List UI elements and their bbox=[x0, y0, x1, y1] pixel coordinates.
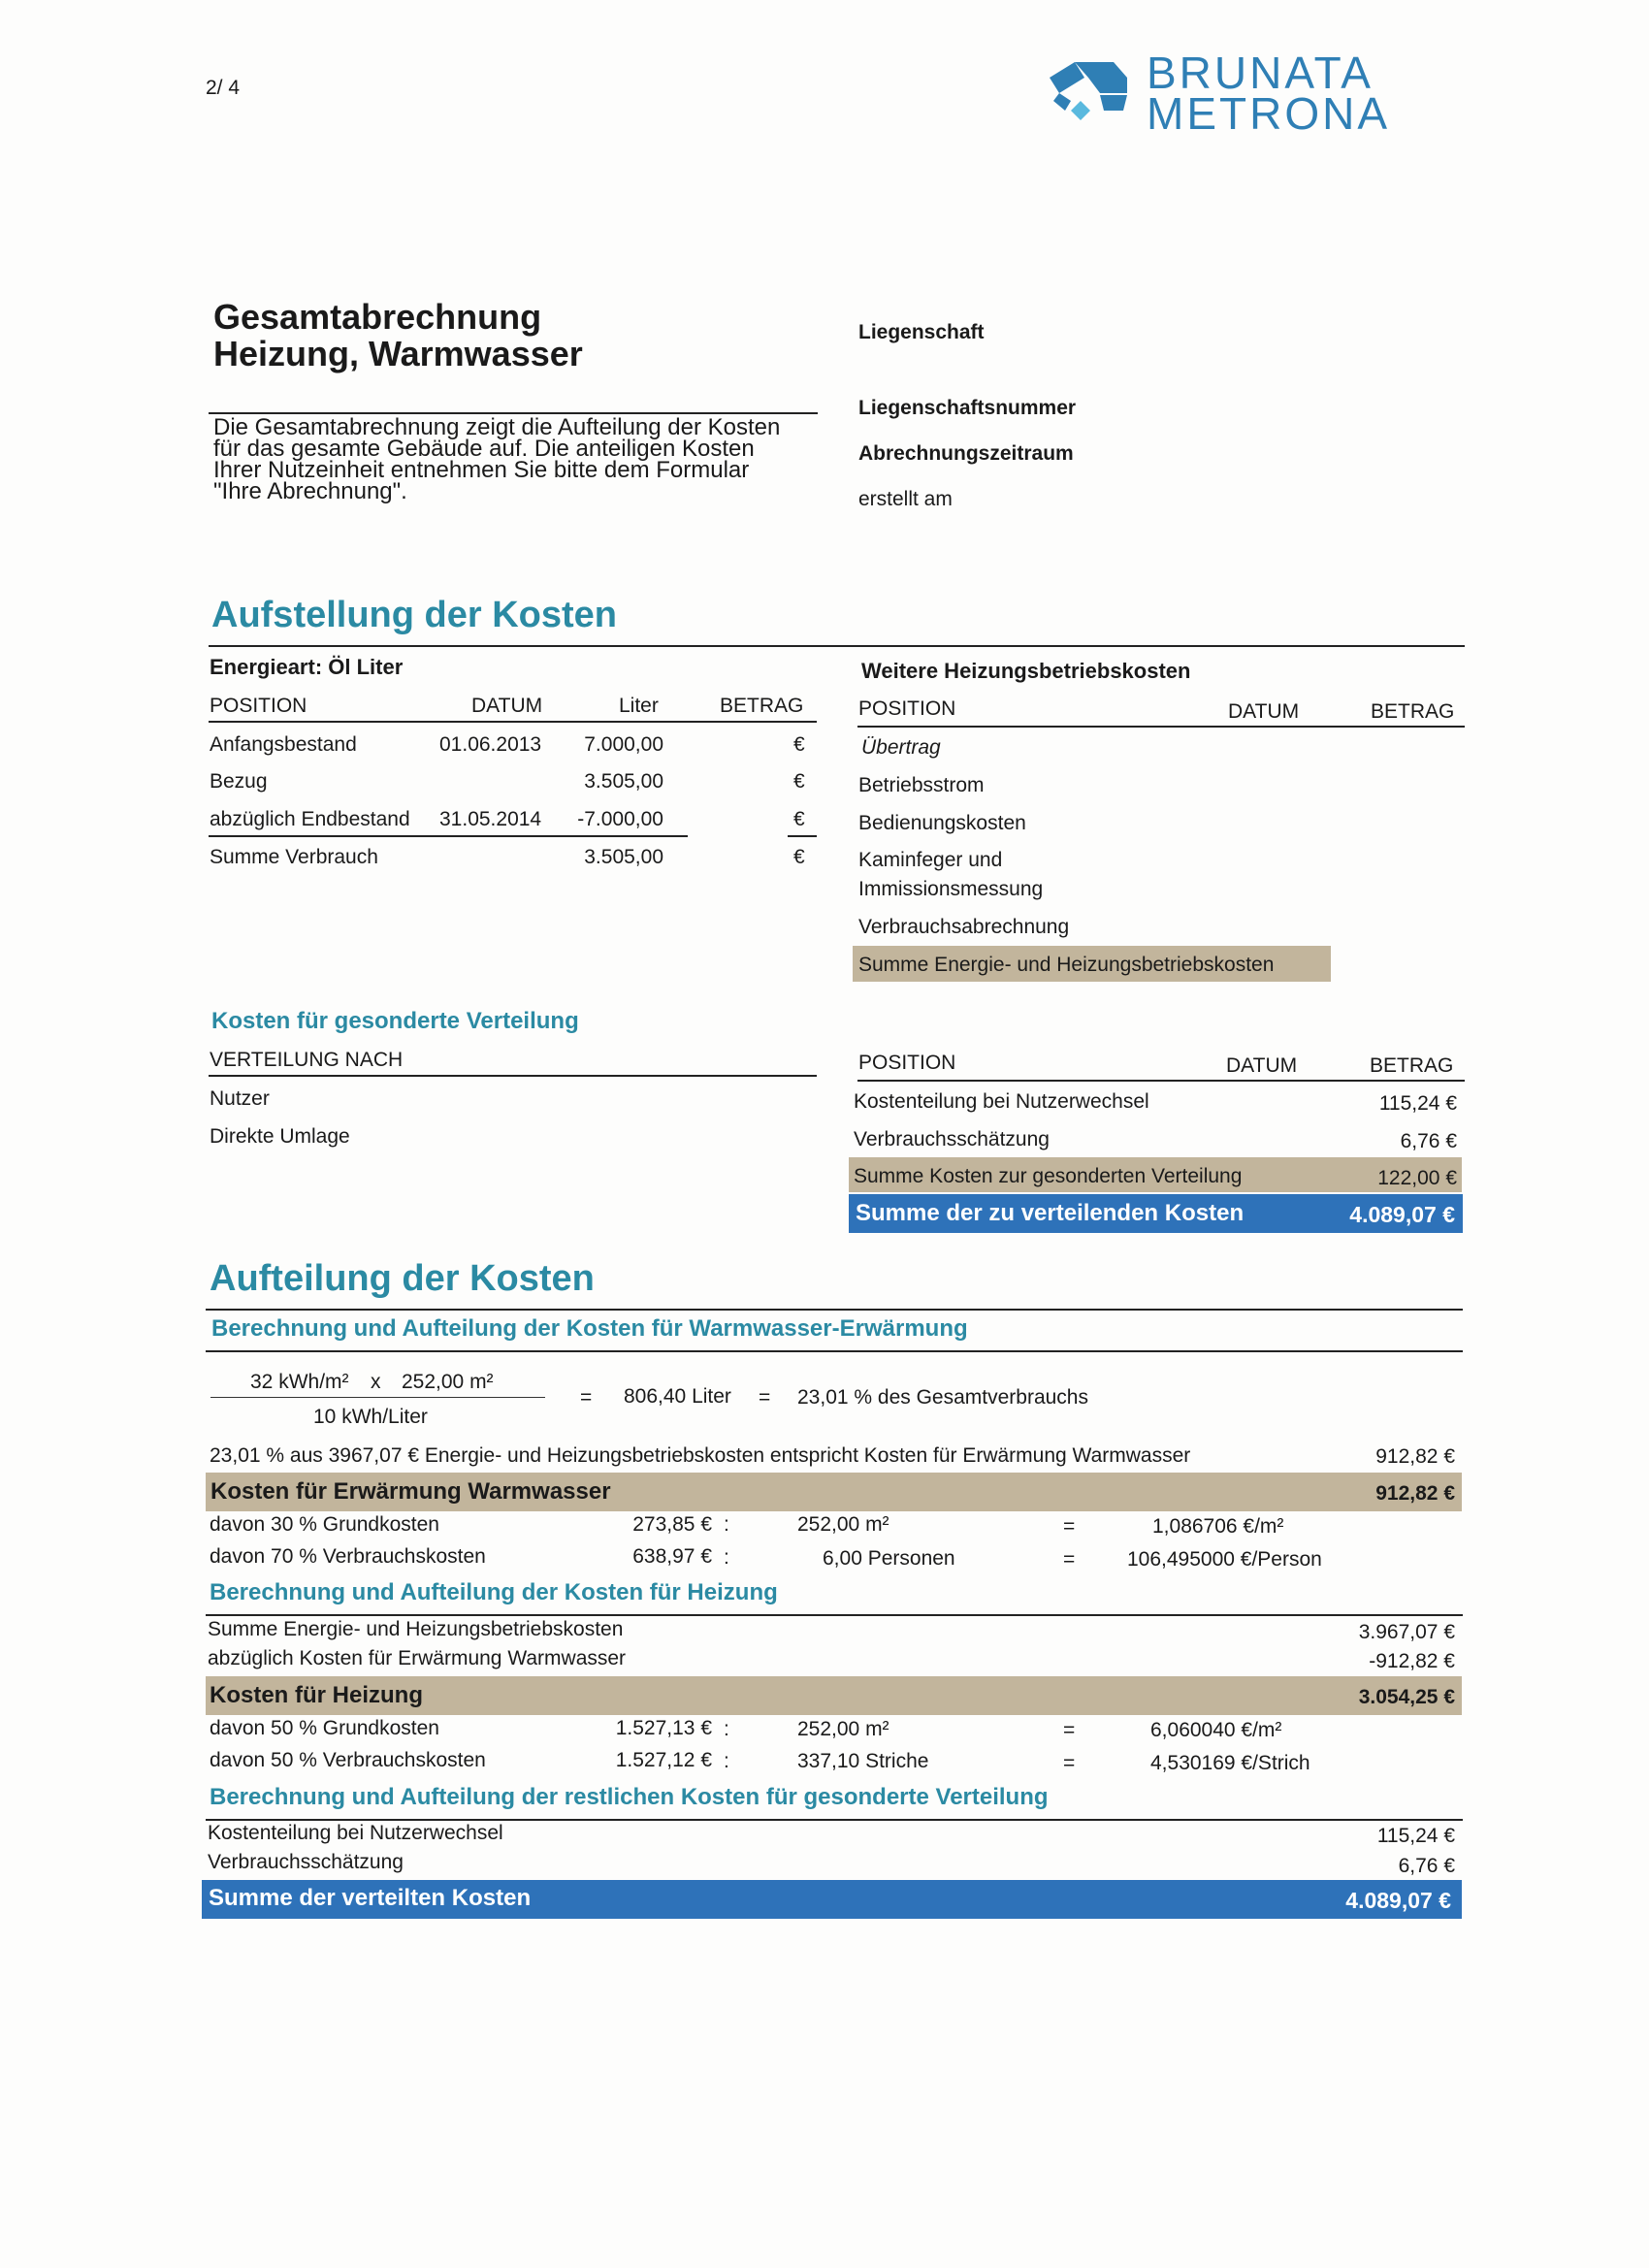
gesondert-row-position: Kostenteilung bei Nutzerwechsel bbox=[854, 1090, 1149, 1113]
energie-title: Energieart: Öl Liter bbox=[210, 655, 404, 679]
summe-gesondert-value: 122,00 € bbox=[1377, 1167, 1457, 1189]
gesondert-title: Kosten für gesonderte Verteilung bbox=[211, 1008, 579, 1034]
aufteilung-divider bbox=[206, 1309, 1463, 1311]
heiz-row-basis: 252,00 m² bbox=[797, 1718, 889, 1740]
energie-row-liter: 3.505,00 bbox=[584, 846, 663, 868]
gesondert-right-rule bbox=[857, 1080, 1465, 1082]
ww-row-result: 1,086706 €/m² bbox=[1152, 1515, 1284, 1538]
heizung-line2: abzüglich Kosten für Erwärmung Warmwasser bbox=[208, 1647, 627, 1669]
heiz-row-eq: = bbox=[1063, 1752, 1076, 1774]
total-verteilen-label: Summe der zu verteilenden Kosten bbox=[856, 1200, 1245, 1226]
restlich-row-value: 115,24 € bbox=[1376, 1825, 1455, 1847]
weitere-header-rule bbox=[857, 726, 1465, 728]
energie-row-liter: 3.505,00 bbox=[584, 770, 663, 793]
intro-text: Die Gesamtabrechnung zeigt die Aufteilung der Kosten für das gesamte Gebäude auf. Die anteiligen Kosten Ihrer Nutzeinheit entnehmen Sie bitte dem Formular "Ihre Abrechnung". bbox=[213, 414, 781, 504]
ww-row-label: davon 70 % Verbrauchskosten bbox=[210, 1545, 486, 1568]
total-verteilen-value: 4.089,07 € bbox=[1349, 1202, 1455, 1227]
gesondert-col-betrag: BETRAG bbox=[1370, 1054, 1454, 1077]
heiz-row-result: 4,530169 €/Strich bbox=[1150, 1752, 1310, 1774]
heiz-row-amount: 1.527,12 € bbox=[615, 1749, 712, 1771]
heizung-line1-value: 3.967,07 € bbox=[1358, 1621, 1455, 1643]
heizung-line1: Summe Energie- und Heizungsbetriebskosten bbox=[208, 1618, 624, 1640]
gesondert-row-betrag: 115,24 € bbox=[1378, 1092, 1457, 1115]
energie-header-rule bbox=[209, 721, 817, 723]
heizung-rule bbox=[206, 1614, 1463, 1616]
restlich-row-label: Verbrauchsschätzung bbox=[208, 1851, 404, 1873]
heiz-row-colon: : bbox=[724, 1718, 729, 1740]
fraction-bar bbox=[210, 1397, 545, 1398]
ww-row-label: davon 30 % Grundkosten bbox=[210, 1513, 439, 1536]
weitere-title: Weitere Heizungsbetriebskosten bbox=[861, 659, 1191, 683]
formula-num-b: 252,00 m² bbox=[402, 1371, 494, 1393]
summe-rule bbox=[209, 835, 688, 837]
energie-row-position: Bezug bbox=[210, 770, 268, 793]
heiz-row-basis: 337,10 Striche bbox=[797, 1750, 929, 1772]
weitere-col-position: POSITION bbox=[858, 697, 956, 720]
weitere-row: Betriebsstrom bbox=[858, 774, 985, 796]
document-title: Gesamtabrechnung bbox=[213, 297, 542, 337]
warmwasser-rule bbox=[206, 1350, 1463, 1352]
heiz-row-label: davon 50 % Grundkosten bbox=[210, 1717, 439, 1739]
ww-row-eq: = bbox=[1063, 1548, 1076, 1571]
weitere-row: Verbrauchsabrechnung bbox=[858, 916, 1070, 938]
weitere-col-betrag: BETRAG bbox=[1371, 700, 1455, 723]
col-betrag: BETRAG bbox=[720, 695, 804, 717]
energie-row-datum: 01.06.2013 bbox=[439, 733, 542, 756]
field-liegenschaft: Liegenschaft bbox=[858, 321, 985, 343]
kosten-warmwasser-label: Kosten für Erwärmung Warmwasser bbox=[210, 1478, 611, 1505]
kosten-warmwasser-value: 912,82 € bbox=[1375, 1482, 1455, 1505]
ww-row-amount: 273,85 € bbox=[632, 1513, 712, 1536]
field-liegenschaftsnummer: Liegenschaftsnummer bbox=[858, 397, 1077, 419]
section-divider bbox=[209, 645, 1465, 647]
energie-row-datum: 31.05.2014 bbox=[439, 808, 542, 830]
restlich-row-label: Kostenteilung bei Nutzerwechsel bbox=[208, 1822, 503, 1844]
energie-row-betrag: € bbox=[793, 733, 805, 756]
gesondert-left-column: VERTEILUNG NACH bbox=[210, 1049, 404, 1071]
weitere-row: Immissionsmessung bbox=[858, 878, 1044, 900]
ww-row-amount: 638,97 € bbox=[632, 1545, 712, 1568]
formula-eq2: = bbox=[759, 1386, 771, 1409]
heiz-row-label: davon 50 % Verbrauchskosten bbox=[210, 1749, 486, 1771]
kosten-heizung-label: Kosten für Heizung bbox=[210, 1682, 423, 1708]
energie-row-liter: 7.000,00 bbox=[584, 733, 663, 756]
summe-energie-label: Summe Energie- und Heizungsbetriebskosten bbox=[858, 954, 1275, 976]
weitere-row: Übertrag bbox=[861, 736, 941, 759]
warmwasser-text: 23,01 % aus 3967,07 € Energie- und Heizungsbetriebskosten entspricht Kosten für Erwärmung Warmwasser bbox=[210, 1444, 1191, 1467]
col-datum: DATUM bbox=[471, 695, 543, 717]
heiz-row-result: 6,060040 €/m² bbox=[1150, 1719, 1282, 1741]
total-verteilt-value: 4.089,07 € bbox=[1345, 1888, 1451, 1913]
summe-rule-betrag bbox=[788, 835, 817, 837]
kosten-heizung-value: 3.054,25 € bbox=[1358, 1686, 1455, 1708]
document-subtitle: Heizung, Warmwasser bbox=[213, 334, 583, 373]
ww-row-colon: : bbox=[724, 1546, 729, 1569]
energie-row-position: abzüglich Endbestand bbox=[210, 808, 410, 830]
energie-row-liter: -7.000,00 bbox=[577, 808, 663, 830]
heizung-line2-value: -912,82 € bbox=[1369, 1650, 1455, 1672]
gesondert-row-position: Verbrauchsschätzung bbox=[854, 1128, 1050, 1150]
logo-line1: BRUNATA bbox=[1147, 48, 1374, 98]
weitere-row: Bedienungskosten bbox=[858, 812, 1026, 834]
col-liter: Liter bbox=[619, 695, 659, 717]
gesondert-left-row: Direkte Umlage bbox=[210, 1125, 350, 1148]
energie-row-betrag: € bbox=[793, 808, 805, 830]
formula-num-a: 32 kWh/m² bbox=[250, 1371, 349, 1393]
formula-liter: 806,40 Liter bbox=[624, 1385, 731, 1408]
restlich-title: Berechnung und Aufteilung der restlichen Kosten für gesonderte Verteilung bbox=[210, 1784, 1049, 1810]
ww-row-result: 106,495000 €/Person bbox=[1127, 1548, 1322, 1571]
warmwasser-text-value: 912,82 € bbox=[1375, 1445, 1455, 1468]
ww-row-eq: = bbox=[1063, 1515, 1076, 1538]
gesondert-left-rule bbox=[209, 1075, 817, 1077]
formula-eq1: = bbox=[580, 1386, 593, 1409]
section-heading-aufstellung: Aufstellung der Kosten bbox=[211, 595, 618, 635]
brunata-logo-icon bbox=[1046, 56, 1135, 130]
formula-den: 10 kWh/Liter bbox=[313, 1406, 428, 1428]
energie-row-position: Anfangsbestand bbox=[210, 733, 357, 756]
heiz-row-eq: = bbox=[1063, 1719, 1076, 1741]
warmwasser-title: Berechnung und Aufteilung der Kosten für Warmwasser-Erwärmung bbox=[211, 1315, 968, 1342]
logo-line2: METRONA bbox=[1147, 88, 1390, 139]
ww-row-basis: 252,00 m² bbox=[797, 1513, 889, 1536]
ww-row-basis: 6,00 Personen bbox=[823, 1547, 955, 1570]
ww-row-colon: : bbox=[724, 1513, 729, 1536]
field-erstellt-am: erstellt am bbox=[858, 488, 953, 510]
gesondert-col-position: POSITION bbox=[858, 1052, 956, 1074]
section-heading-aufteilung: Aufteilung der Kosten bbox=[210, 1258, 595, 1299]
restlich-row-value: 6,76 € bbox=[1398, 1855, 1455, 1877]
summe-gesondert-label: Summe Kosten zur gesonderten Verteilung bbox=[854, 1165, 1243, 1187]
gesondert-row-betrag: 6,76 € bbox=[1400, 1130, 1457, 1152]
formula-x: x bbox=[371, 1371, 381, 1393]
page-number: 2/ 4 bbox=[206, 77, 241, 99]
field-abrechnungszeitraum: Abrechnungszeitraum bbox=[858, 442, 1074, 465]
weitere-col-datum: DATUM bbox=[1228, 700, 1300, 723]
energie-row-position: Summe Verbrauch bbox=[210, 846, 378, 868]
total-verteilt-label: Summe der verteilten Kosten bbox=[209, 1885, 532, 1911]
col-position: POSITION bbox=[210, 695, 307, 717]
heizung-title: Berechnung und Aufteilung der Kosten für Heizung bbox=[210, 1579, 778, 1605]
weitere-row: Kaminfeger und bbox=[858, 849, 1003, 871]
heiz-row-colon: : bbox=[724, 1750, 729, 1772]
energie-row-betrag: € bbox=[793, 846, 805, 868]
gesondert-left-row: Nutzer bbox=[210, 1087, 270, 1110]
heiz-row-amount: 1.527,13 € bbox=[615, 1717, 712, 1739]
gesondert-col-datum: DATUM bbox=[1226, 1054, 1298, 1077]
energie-row-betrag: € bbox=[793, 770, 805, 793]
formula-percent: 23,01 % des Gesamtverbrauchs bbox=[797, 1386, 1088, 1409]
